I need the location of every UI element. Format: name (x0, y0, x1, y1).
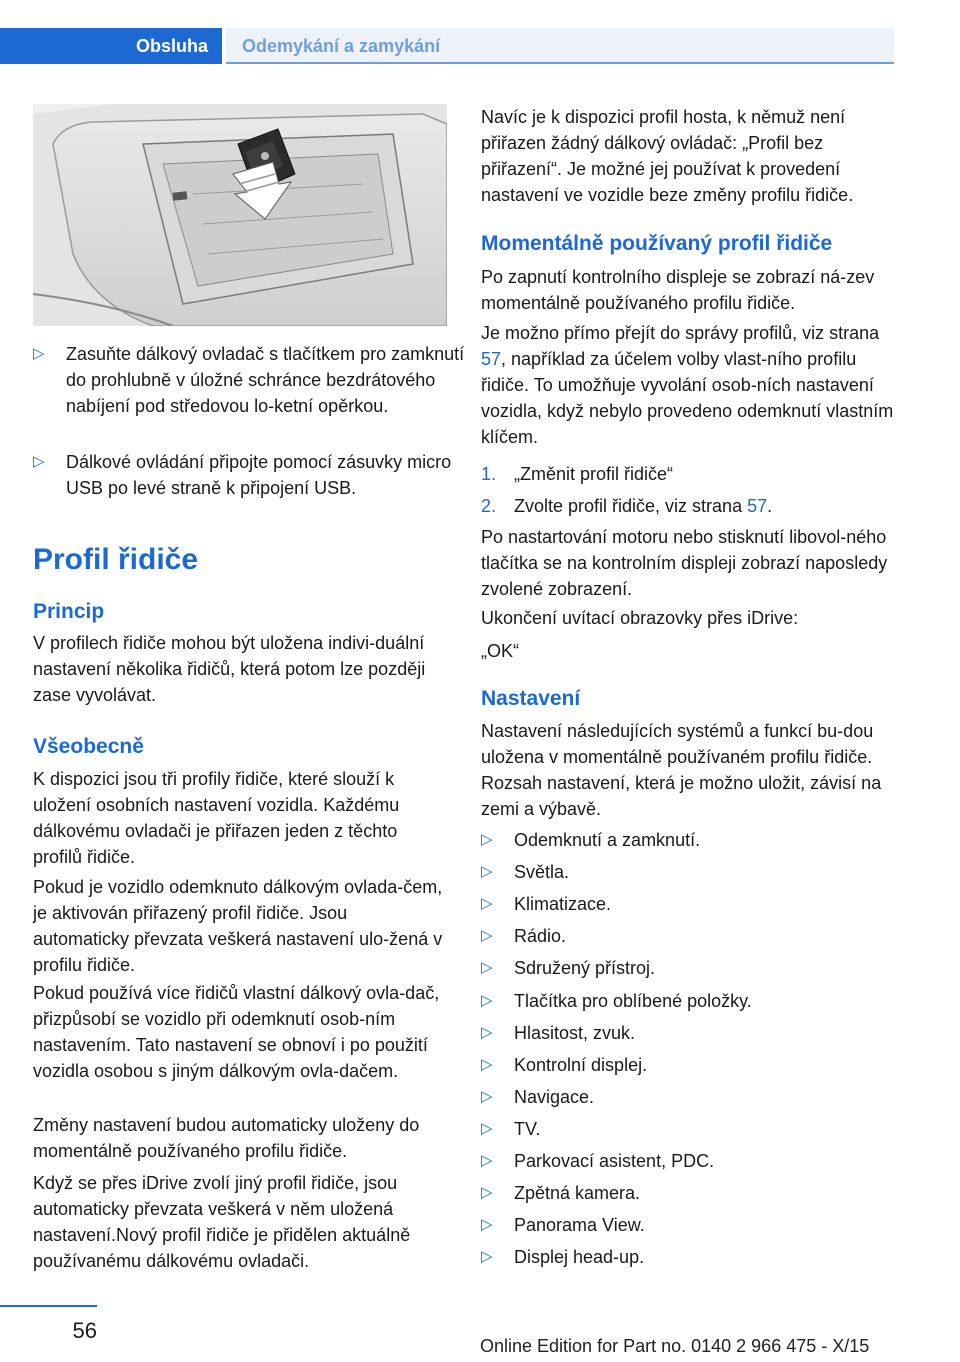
triangle-right-icon: ▷ (481, 992, 493, 1009)
header-section-tab: Obsluha (0, 28, 222, 64)
triangle-right-icon: ▷ (481, 1056, 493, 1073)
footer-divider (0, 1305, 97, 1307)
paragraph: Po nastartování motoru nebo stisknutí libovol-ného tlačítka se na kontrolním displeji zobrazí naposledy zvolené zobrazení. (481, 527, 888, 599)
step-number: 1. (481, 464, 497, 484)
list-item (481, 461, 928, 487)
list-item (481, 1084, 928, 1110)
bullet-text: Panorama View. (514, 1215, 645, 1235)
bullet-text: Klimatizace. (514, 894, 612, 914)
bullet-text: Navigace. (514, 1087, 595, 1107)
triangle-right-icon: ▷ (481, 927, 493, 944)
bullet-text: Tlačítka pro oblíbené položky. (514, 991, 752, 1011)
list-item (481, 988, 928, 1014)
list-item (481, 923, 928, 949)
triangle-right-icon: ▷ (481, 831, 493, 848)
triangle-right-icon: ▷ (481, 1120, 493, 1137)
triangle-right-icon: ▷ (481, 895, 493, 912)
list-item (33, 449, 480, 501)
bullet-text: Displej head-up. (514, 1247, 645, 1267)
bullet-text: Odemknutí a zamknutí. (514, 830, 701, 850)
list-item (481, 891, 928, 917)
list-item (481, 827, 928, 853)
paragraph (481, 320, 895, 450)
bullet-text: TV. (514, 1119, 541, 1139)
bullet-text: Rádio. (514, 926, 567, 946)
paragraph: Změny nastavení budou automaticky uloženy do momentálně používaného profilu řidiče. (33, 1115, 420, 1161)
bullet-text: Parkovací asistent, PDC. (514, 1151, 715, 1171)
list-item (481, 1052, 928, 1078)
list-item (481, 1180, 928, 1206)
step-end: . (767, 496, 773, 516)
page-number: 56 (72, 1318, 97, 1343)
list-item (481, 1244, 928, 1270)
triangle-right-icon: ▷ (481, 1184, 493, 1201)
list-item (481, 1148, 928, 1174)
paragraph: Nastavení následujících systémů a funkcí bu-dou uložena v momentálně používaném profilu řidiče. Rozsah nastavení, která je možno uložit, závisí na zemi a výbavě. (481, 721, 882, 819)
bullet-text: Zpětná kamera. (514, 1183, 641, 1203)
page-link[interactable]: 57 (481, 349, 502, 369)
section-heading-current-profile: Momentálně používaný profil řidiče (481, 232, 833, 255)
header-divider (226, 62, 894, 64)
text-run: Je možno přímo přejít do správy profilů, viz strana (481, 323, 880, 343)
step-text: Zvolte profil řidiče, viz strana (514, 496, 748, 516)
list-item (481, 1020, 928, 1046)
list-item (481, 1212, 928, 1238)
list-item (481, 493, 928, 519)
step-number: 2. (481, 496, 497, 516)
triangle-right-icon: ▷ (481, 959, 493, 976)
bullet-text: Kontrolní displej. (514, 1055, 648, 1075)
edition-note: Online Edition for Part no. 0140 2 966 475 - X/15 (480, 1336, 870, 1356)
paragraph: Ukončení uvítací obrazovky přes iDrive: (481, 608, 799, 628)
paragraph: Pokud je vozidlo odemknuto dálkovým ovlada-čem, je aktivován přiřazený profil řidiče. Jsou automaticky převzata veškerá nastavení ulo-žená v profilu řidiče. (33, 877, 443, 975)
bullet-text: Dálkové ovládání připojte pomocí zásuvky micro USB po levé straně k připojení USB. (66, 452, 452, 498)
paragraph: Pokud používá více řidičů vlastní dálkový ovla-dač, přizpůsobí se vozidlo při odemknutí osob-ním nastavením. Tato nastavení se obnoví i po použití vozidla osobou s jiným dálkovým ovla-dačem. (33, 983, 440, 1081)
paragraph: K dispozici jsou tři profily řidiče, které slouží k uložení osobních nastavení vozidla. Každému dálkovému ovladači je přiřazen jeden z těchto profilů řidiče. (33, 769, 400, 867)
bullet-text: Světla. (514, 862, 570, 882)
triangle-right-icon: ▷ (33, 453, 45, 470)
triangle-right-icon: ▷ (481, 1024, 493, 1041)
paragraph: V profilech řidiče mohou být uložena indivi-duální nastavení několika řidičů, která potom lze později zase vyvolávat. (33, 633, 426, 705)
triangle-right-icon: ▷ (481, 1216, 493, 1233)
list-item (33, 341, 480, 419)
paragraph: Když se přes iDrive zvolí jiný profil řidiče, jsou automaticky převzata veškerá v něm uložená nastavení.Nový profil řidiče je přidělen aktuálně používanému dálkovému ovladači. (33, 1173, 411, 1271)
paragraph: „OK“ (481, 641, 519, 661)
paragraph: Navíc je k dispozici profil hosta, k němuž není přiřazen žádný dálkový ovládač: „Profil bez přiřazení“. Je možné jej používat k provedení nastavení ve vozidle beze změny profilu řidiče. (481, 107, 854, 205)
section-heading-general: Všeobecně (33, 735, 144, 758)
triangle-right-icon: ▷ (481, 1152, 493, 1169)
key-compartment-illustration (33, 104, 447, 326)
paragraph: Po zapnutí kontrolního displeje se zobrazí ná-zev momentálně používaného profilu řidiče. (481, 267, 875, 313)
triangle-right-icon: ▷ (33, 345, 45, 362)
step-text: „Změnit profil řidiče“ (514, 464, 674, 484)
header-chapter-tab: Odemykání a zamykání (226, 28, 894, 64)
page-link[interactable]: 57 (747, 496, 768, 516)
bullet-text: Sdružený přístroj. (514, 958, 656, 978)
section-heading-settings: Nastavení (481, 687, 581, 710)
triangle-right-icon: ▷ (481, 1088, 493, 1105)
page-title: Profil řidiče (33, 543, 199, 576)
text-run: , například za účelem volby vlast-ního profilu řidiče. To umožňuje vyvolání osob-ních nastavení vozidla, když nebylo provedeno odemknutí vlastním klíčem. (481, 349, 894, 447)
list-item (481, 955, 928, 981)
triangle-right-icon: ▷ (481, 863, 493, 880)
bullet-text: Hlasitost, zvuk. (514, 1023, 636, 1043)
list-item (481, 1116, 928, 1142)
bullet-text: Zasuňte dálkový ovladač s tlačítkem pro zamknutí do prohlubně v úložné schránce bezdrátového nabíjení pod středovou lo-ketní opěrkou. (66, 344, 465, 416)
list-item (481, 859, 928, 885)
triangle-right-icon: ▷ (481, 1248, 493, 1265)
section-heading-princip: Princip (33, 600, 105, 623)
